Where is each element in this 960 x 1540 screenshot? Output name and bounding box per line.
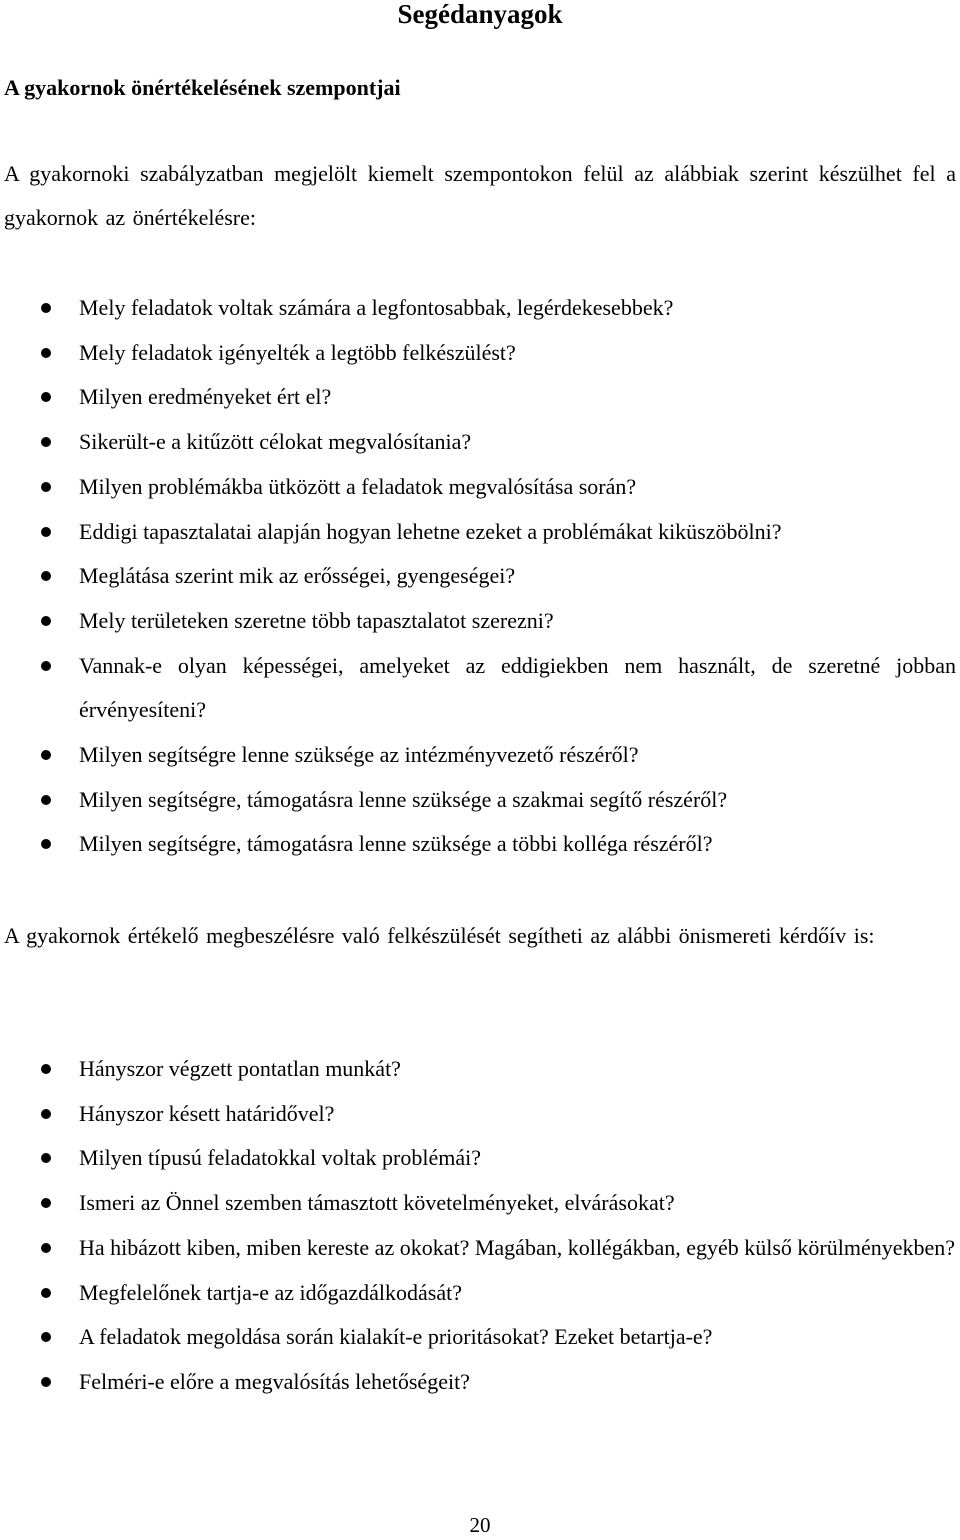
list-item-text: Milyen eredményeket ért el? <box>79 384 332 410</box>
list-item-text: A feladatok megoldása során kialakít-e prioritásokat? Ezeket betartja-e? <box>79 1324 713 1350</box>
list-item <box>0 1092 956 1137</box>
list-item <box>0 331 956 376</box>
list-item <box>0 465 956 510</box>
list-item <box>0 420 956 465</box>
bullet-icon <box>41 1377 51 1387</box>
list-item-text: Milyen segítségre, támogatásra lenne szüksége a többi kolléga részéről? <box>79 831 713 857</box>
list-item-text: Mely feladatok igényelték a legtöbb felkészülést? <box>79 339 516 365</box>
bullet-icon <box>41 1064 51 1074</box>
list-item <box>0 510 956 555</box>
section-heading: A gyakornok önértékelésének szempontjai <box>4 75 401 100</box>
page-title: Segédanyagok <box>397 0 563 29</box>
bullet-icon <box>41 392 51 402</box>
bullet-icon <box>41 616 51 626</box>
list-item <box>0 822 956 867</box>
bullet-icon <box>41 750 51 760</box>
list-item-text: Milyen segítségre lenne szüksége az intézményvezető részéről? <box>79 742 639 768</box>
list-item-text: Milyen típusú feladatokkal voltak problémái? <box>79 1145 482 1171</box>
list-item-text: Mely területeken szeretne több tapasztalatot szerezni? <box>79 607 554 633</box>
list-item <box>0 554 956 599</box>
bullet-icon <box>41 303 51 313</box>
list-item-text: Milyen problémákba ütközött a feladatok megvalósítása során? <box>79 473 637 499</box>
list-item-text: Vannak-e olyan képességei, amelyeket az eddigiekben nem használt, de szeretné jobban érvényesíteni? <box>79 652 956 723</box>
questionnaire-paragraph: A gyakornok értékelő megbeszélésre való felkészülését segítheti az alábbi önismereti kérdőív is: <box>4 923 875 948</box>
bullet-icon <box>41 1243 51 1253</box>
list-item <box>0 1315 956 1360</box>
list-item <box>0 1181 956 1226</box>
list-item <box>0 1226 956 1271</box>
list-item <box>0 1047 956 1092</box>
list-item-text: Sikerült-e a kitűzött célokat megvalósítania? <box>79 429 472 455</box>
bullet-icon <box>41 1109 51 1119</box>
list-item-text: Ismeri az Önnel szemben támasztott követelményeket, elvárásokat? <box>79 1190 675 1216</box>
list-item-text: Ha hibázott kiben, miben kereste az okokat? Magában, kollégákban, egyéb külső körülményekben? <box>79 1234 956 1260</box>
questionnaire-list <box>0 1047 956 1405</box>
list-item-text: Hányszor végzett pontatlan munkát? <box>79 1056 401 1081</box>
bullet-icon <box>41 795 51 805</box>
list-item-text: Mely feladatok voltak számára a legfontosabbak, legérdekesebbek? <box>79 295 674 320</box>
intro-paragraph: A gyakornoki szabályzatban megjelölt kiemelt szempontokon felül az alábbiak szerint készülhet fel a gyakornok az önértékelésre: <box>4 161 956 230</box>
list-item <box>0 644 956 733</box>
bullet-icon <box>41 839 51 849</box>
bullet-icon <box>41 1332 51 1342</box>
list-item <box>0 286 956 331</box>
list-item-text: Megfelelőnek tartja-e az időgazdálkodását? <box>79 1279 462 1305</box>
bullet-icon <box>41 527 51 537</box>
list-item <box>0 733 956 778</box>
list-item <box>0 778 956 823</box>
self-assessment-list <box>0 286 956 867</box>
bullet-icon <box>41 348 51 358</box>
list-item-text: Hányszor késett határidővel? <box>79 1100 335 1126</box>
list-item <box>0 1136 956 1181</box>
bullet-icon <box>41 1288 51 1298</box>
bullet-icon <box>41 661 51 671</box>
list-item-text: Milyen segítségre, támogatásra lenne szüksége a szakmai segítő részéről? <box>79 786 728 812</box>
list-item <box>0 1360 956 1405</box>
list-item <box>0 1271 956 1316</box>
bullet-icon <box>41 1198 51 1208</box>
list-item <box>0 599 956 644</box>
list-item-text: Felméri-e előre a megvalósítás lehetőségeit? <box>79 1368 470 1394</box>
list-item-text: Meglátása szerint mik az erősségei, gyengeségei? <box>79 563 516 589</box>
bullet-icon <box>41 437 51 447</box>
list-item <box>0 375 956 420</box>
page-number: 20 <box>469 1513 491 1537</box>
bullet-icon <box>41 571 51 581</box>
bullet-icon <box>41 482 51 492</box>
list-item-text: Eddigi tapasztalatai alapján hogyan lehetne ezeket a problémákat kiküszöbölni? <box>79 518 782 544</box>
bullet-icon <box>41 1153 51 1163</box>
